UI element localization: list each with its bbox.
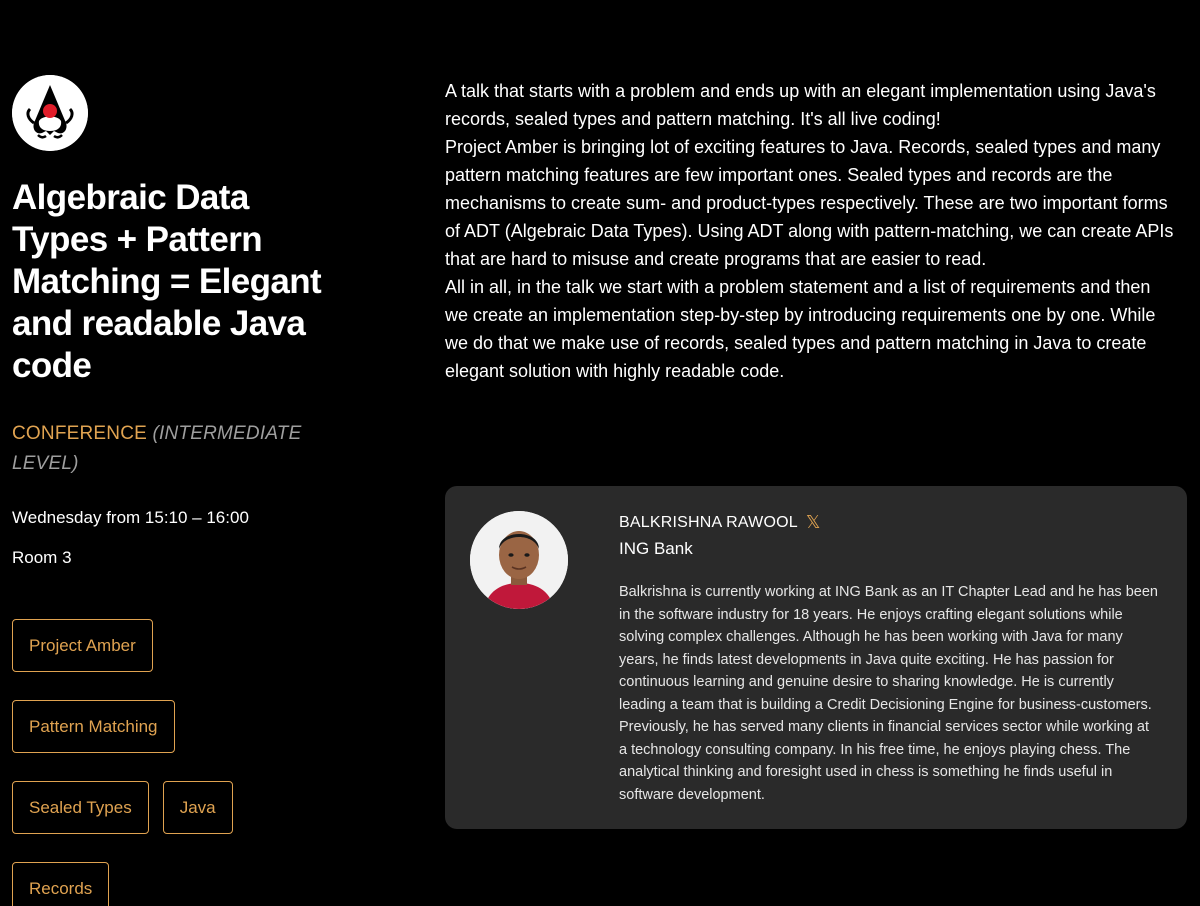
speaker-company: ING Bank bbox=[619, 539, 693, 558]
tag-pattern-matching[interactable]: Pattern Matching bbox=[12, 700, 175, 753]
speaker-bio: Balkrishna is currently working at ING Bank as an IT Chapter Lead and he has been in the software industry for 18 years. He enjoys crafting elegant solutions while solving complex challenges. Although he has been working with Java for many years, he finds latest developments in Java quite exciting. He has passion for continuous learning and genuine desire to sharing knowledge. He is currently leading a team that is building a Credit Decisioning Engine for business-customers. Previously, he has served many clients in financial services sector while working at a technology consulting company. In his free time, he enjoys playing chess. The analytical thinking and foresight used in chess is something he finds useful in software development. bbox=[619, 584, 1158, 803]
tag-sealed-types[interactable]: Sealed Types bbox=[12, 781, 149, 834]
talk-schedule: Wednesday from 15:10 – 16:00 bbox=[12, 508, 249, 527]
talk-format-level bbox=[12, 419, 312, 479]
speaker-card bbox=[445, 486, 1187, 829]
talk-level: (INTERMEDIATE LEVEL) bbox=[12, 423, 302, 474]
duke-logo-icon bbox=[12, 75, 88, 151]
speaker-name-row bbox=[619, 514, 820, 532]
tag-java[interactable]: Java bbox=[163, 781, 233, 834]
speaker-photo-icon bbox=[470, 511, 568, 609]
description-paragraph: Project Amber is bringing lot of exciting features to Java. Records, sealed types and many pattern matching features are few important ones. Sealed types and records are the mechanisms to create sum- and product-types respectively. These are two important forms of ADT (Algebraic Data Types). Using ADT along with pattern-matching, we can create APIs that are hard to misuse and create programs that are easier to read. bbox=[445, 137, 1174, 269]
duke-mascot-icon bbox=[12, 75, 88, 151]
description-paragraph: A talk that starts with a problem and ends up with an elegant implementation using Java's records, sealed types and pattern matching. It's all live coding! bbox=[445, 81, 1156, 129]
x-social-icon[interactable]: 𝕏 bbox=[805, 512, 821, 533]
tag-project-amber[interactable]: Project Amber bbox=[12, 619, 153, 672]
speaker-avatar bbox=[470, 511, 568, 609]
speaker-name: BALKRISHNA RAWOOL bbox=[619, 514, 798, 531]
talk-room: Room 3 bbox=[12, 548, 72, 567]
description-paragraph: All in all, in the talk we start with a problem statement and a list of requirements and then we create an implementation step-by-step by introducing requirements one by one. While we do that we make use of records, sealed types and pattern matching in Java to create elegant solution with highly readable code. bbox=[445, 277, 1156, 381]
talk-description bbox=[445, 77, 1175, 385]
talk-title: Algebraic Data Types + Pattern Matching = Elegant and readable Java code bbox=[12, 178, 322, 385]
tag-list bbox=[12, 619, 312, 906]
talk-format: CONFERENCE bbox=[12, 423, 148, 444]
tag-records[interactable]: Records bbox=[12, 862, 109, 906]
talk-sidebar bbox=[12, 75, 342, 906]
